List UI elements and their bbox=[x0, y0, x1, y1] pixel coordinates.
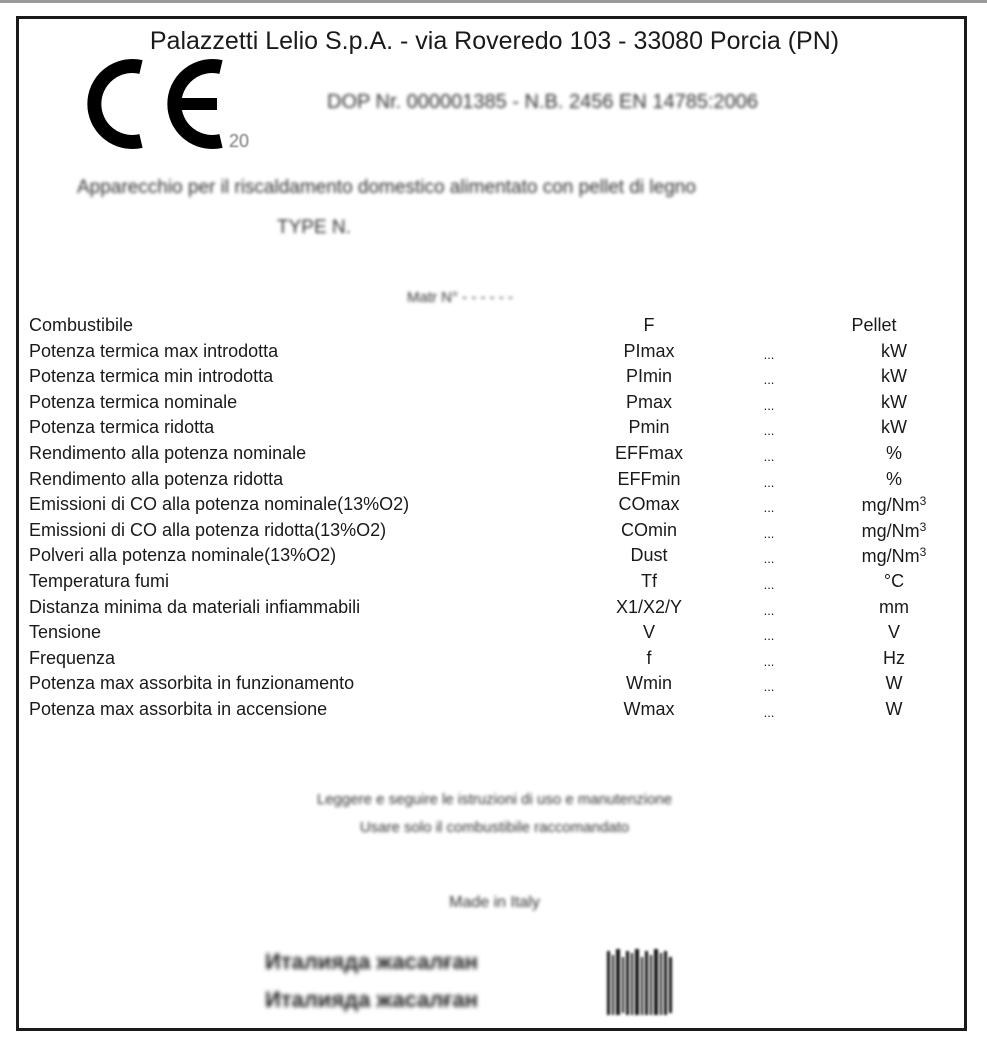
spec-symbol: Pmin bbox=[628, 417, 670, 438]
spec-unit bbox=[819, 673, 969, 694]
spec-label: Rendimento alla potenza nominale bbox=[29, 443, 307, 463]
spec-unit-text: kW bbox=[881, 391, 907, 412]
spec-unit-text: kW bbox=[881, 340, 907, 361]
spec-unit-text: kW bbox=[881, 417, 907, 438]
spec-row bbox=[19, 622, 970, 646]
spec-symbol: PImin bbox=[625, 366, 672, 387]
made-in-kz-line-1: Италияда жасалған bbox=[265, 949, 478, 974]
spec-unit-text: W bbox=[885, 673, 903, 694]
spec-value-placeholder: ... bbox=[763, 602, 775, 618]
spec-row bbox=[19, 469, 970, 493]
spec-symbol: Wmax bbox=[623, 699, 675, 719]
spec-unit-text: mg/Nm bbox=[861, 546, 920, 567]
spec-value-placeholder: ... bbox=[763, 628, 775, 644]
spec-row bbox=[19, 494, 970, 518]
company-address: Palazzetti Lelio S.p.A. - via Roveredo 103 - 33080 Porcia (PN) bbox=[149, 27, 840, 55]
serial-number: Matr N° - - - - - - bbox=[407, 289, 513, 306]
spec-symbol: COmax bbox=[618, 494, 680, 515]
spec-symbol: F bbox=[643, 315, 655, 335]
spec-value-placeholder: ... bbox=[763, 346, 775, 362]
spec-unit-text: Pellet bbox=[851, 315, 897, 335]
spec-unit-text: W bbox=[885, 699, 903, 719]
spec-unit-text: °C bbox=[883, 571, 905, 591]
spec-row bbox=[19, 417, 970, 441]
spec-row bbox=[19, 597, 970, 621]
spec-unit-text: kW bbox=[881, 366, 907, 387]
spec-value-placeholder: ... bbox=[763, 525, 775, 541]
spec-fuel bbox=[819, 315, 929, 336]
spec-value-placeholder: ... bbox=[763, 449, 775, 464]
spec-symbol: COmin bbox=[620, 519, 677, 540]
spec-symbol: Pmax bbox=[625, 391, 672, 412]
spec-label: Potenza termica nominale bbox=[29, 391, 238, 412]
spec-label: Temperatura fumi bbox=[29, 571, 170, 591]
spec-symbol: V bbox=[642, 622, 655, 643]
spec-unit bbox=[819, 392, 969, 413]
spec-label: Potenza termica ridotta bbox=[29, 417, 215, 438]
spec-symbol: Tf bbox=[641, 571, 657, 591]
spec-unit bbox=[819, 571, 969, 592]
spec-label: Emissioni di CO alla potenza ridotta(13%O2) bbox=[29, 519, 387, 540]
spec-unit bbox=[819, 366, 969, 387]
spec-symbol: Dust bbox=[630, 545, 668, 566]
spec-unit-text: V bbox=[887, 622, 900, 643]
spec-row bbox=[19, 443, 970, 467]
spec-row bbox=[19, 699, 970, 723]
made-in-italy: Made in Italy bbox=[449, 894, 540, 911]
spec-label: Rendimento alla potenza ridotta bbox=[29, 468, 284, 489]
spec-label: Potenza max assorbita in funzionamento bbox=[29, 673, 355, 694]
spec-row bbox=[19, 366, 970, 390]
spec-label: Frequenza bbox=[29, 647, 116, 668]
spec-label: Potenza max assorbita in accensione bbox=[29, 699, 328, 719]
spec-unit-superscript: 3 bbox=[919, 545, 927, 560]
spec-row bbox=[19, 392, 970, 416]
spec-unit bbox=[819, 417, 969, 438]
spec-row bbox=[19, 341, 970, 365]
spec-row bbox=[19, 571, 970, 595]
spec-value-placeholder: ... bbox=[763, 551, 775, 567]
spec-value-placeholder: ... bbox=[763, 577, 775, 592]
spec-value-placeholder: ... bbox=[763, 397, 775, 413]
instructions-line-1: Leggere e seguire le istruzioni di uso e manutenzione bbox=[316, 791, 673, 808]
spec-label: Potenza termica min introdotta bbox=[29, 366, 274, 387]
spec-unit bbox=[819, 622, 969, 643]
spec-unit-text: Hz bbox=[883, 647, 905, 668]
spec-value-placeholder: ... bbox=[763, 500, 775, 516]
spec-value-placeholder: ... bbox=[763, 474, 775, 490]
spec-unit bbox=[819, 520, 969, 542]
spec-row bbox=[19, 315, 970, 339]
rating-plate bbox=[16, 16, 967, 1031]
top-divider bbox=[0, 0, 987, 3]
spec-unit-superscript: 3 bbox=[919, 494, 927, 509]
spec-value-placeholder: ... bbox=[763, 372, 775, 388]
spec-value-placeholder: ... bbox=[763, 679, 775, 695]
spec-label: Distanza minima da materiali infiammabili bbox=[29, 596, 361, 617]
spec-label: Combustibile bbox=[29, 315, 134, 335]
spec-symbol: f bbox=[646, 647, 652, 668]
spec-unit bbox=[819, 494, 969, 516]
spec-row bbox=[19, 648, 970, 672]
spec-unit-text: mg/Nm bbox=[861, 520, 920, 541]
spec-unit-text: mm bbox=[879, 596, 909, 617]
spec-label: Potenza termica max introdotta bbox=[29, 340, 279, 361]
barcode-icon bbox=[605, 947, 675, 1019]
spec-unit bbox=[819, 648, 969, 669]
spec-value-placeholder: ... bbox=[763, 705, 775, 720]
spec-label: Tensione bbox=[29, 622, 102, 643]
spec-unit bbox=[819, 469, 969, 490]
ce-suffix: 20 bbox=[229, 131, 249, 151]
spec-unit-text: mg/Nm bbox=[861, 495, 920, 516]
spec-symbol: EFFmax bbox=[614, 443, 683, 463]
device-description: Apparecchio per il riscaldamento domestico alimentato con pellet di legno bbox=[77, 177, 696, 198]
spec-value-placeholder: ... bbox=[763, 653, 775, 669]
ce-mark-icon bbox=[79, 47, 249, 157]
made-in-kz-line-2: Италияда жасалған bbox=[265, 987, 478, 1012]
spec-label: Polveri alla potenza nominale(13%O2) bbox=[29, 545, 337, 566]
spec-unit bbox=[819, 341, 969, 362]
spec-unit-text: % bbox=[885, 468, 902, 489]
instructions-line-2: Usare solo il combustibile raccomandato bbox=[359, 819, 630, 836]
spec-unit bbox=[819, 699, 969, 720]
spec-row bbox=[19, 520, 970, 544]
spec-unit-superscript: 3 bbox=[919, 519, 927, 534]
spec-symbol: Wmin bbox=[626, 673, 672, 694]
spec-unit bbox=[819, 545, 969, 567]
spec-row bbox=[19, 545, 970, 569]
spec-unit bbox=[819, 443, 969, 464]
spec-symbol: PImax bbox=[623, 340, 675, 361]
spec-label: Emissioni di CO alla potenza nominale(13%O2) bbox=[29, 494, 410, 515]
spec-unit-text: % bbox=[885, 443, 902, 463]
spec-symbol: X1/X2/Y bbox=[615, 596, 683, 617]
spec-value-placeholder: ... bbox=[763, 423, 775, 439]
type-label: TYPE N. bbox=[277, 217, 351, 238]
dop-reference: DOP Nr. 000001385 - N.B. 2456 EN 14785:2006 bbox=[327, 91, 759, 113]
spec-unit bbox=[819, 597, 969, 618]
spec-row bbox=[19, 673, 970, 697]
spec-symbol: EFFmin bbox=[617, 468, 681, 489]
